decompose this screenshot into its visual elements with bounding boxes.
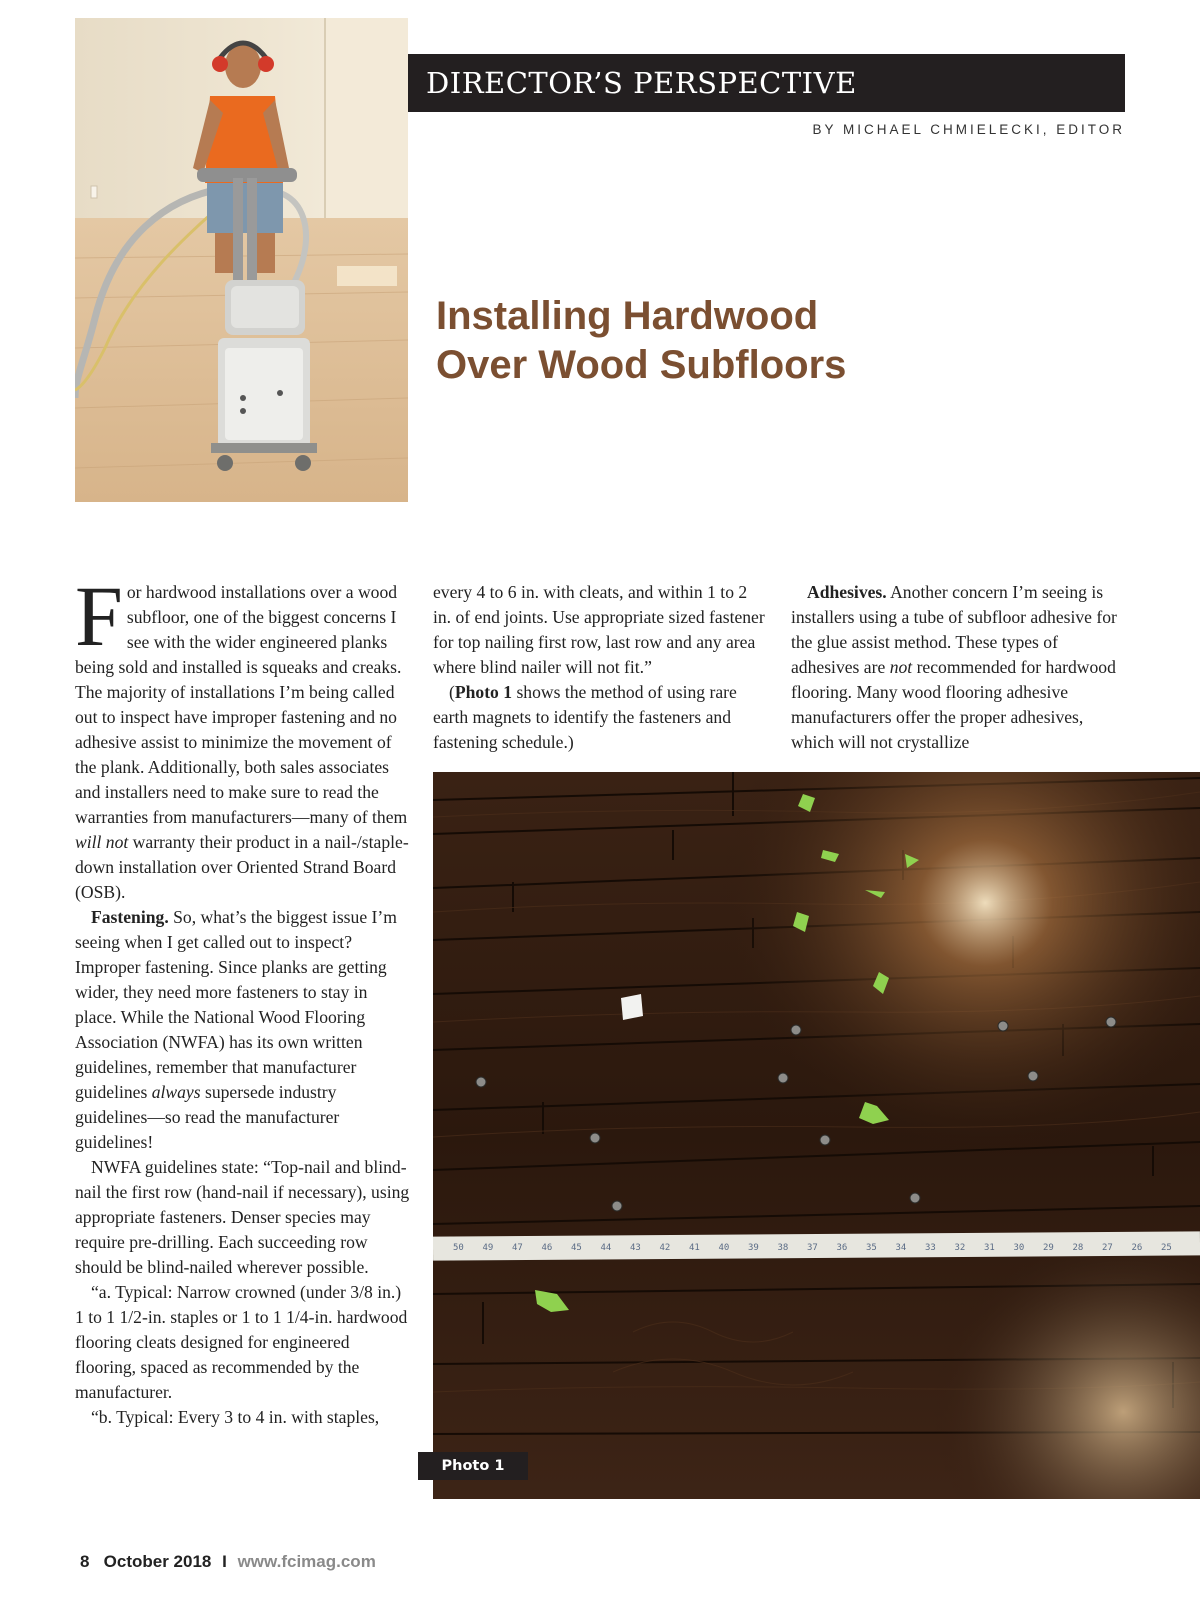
fastening-text-end: supersede industry guidelines—so read the manufacturer guidelines! (75, 1082, 340, 1152)
photo-reference-lead: Photo 1 (454, 682, 513, 702)
adhesives-paragraph (791, 580, 1127, 755)
photo-label: Photo 1 (418, 1452, 528, 1480)
article-column-3 (791, 580, 1127, 755)
adhesives-emphasis: not (889, 657, 913, 677)
photo-reference-open: ( (449, 682, 455, 702)
photo-reference-text: shows the method of using rare earth magnets to identify the fasteners and fastening schedule.) (433, 682, 737, 752)
guideline-b-continued: every 4 to 6 in. with cleats, and within 1 to 2 in. of end joints. Use appropriate sized fastener for top nailing first row, last row and any area where blind nailer will not fit.” (433, 582, 765, 677)
headline-line-2: Over Wood Subfloors (436, 343, 847, 387)
intro-text-end: warranty their product in a nail-/staple-down installation over Oriented Strand Board (OSB). (75, 832, 409, 902)
tape-number: 26 (1131, 1243, 1143, 1253)
tape-number: 28 (1072, 1243, 1084, 1253)
tape-number: 36 (836, 1243, 848, 1253)
sander-photo (75, 18, 408, 502)
fastening-lead: Fastening. (91, 907, 169, 927)
tape-number: 40 (718, 1243, 730, 1253)
adhesives-text: Another concern I’m seeing is installers using a tube of subfloor adhesive for the glue assist method. These types of adhesives are (791, 582, 1117, 677)
tape-number: 29 (1043, 1243, 1054, 1253)
tape-number: 38 (777, 1243, 789, 1253)
sander-photo-illustration (75, 18, 408, 502)
fastening-emphasis: always (151, 1082, 201, 1102)
tape-number: 46 (541, 1243, 553, 1253)
tape-number: 42 (659, 1243, 671, 1253)
drop-cap: F (75, 568, 123, 664)
tape-number: 34 (895, 1243, 907, 1253)
tape-number: 47 (512, 1243, 523, 1253)
headline-line-1: Installing Hardwood (436, 294, 819, 338)
tape-number: 37 (807, 1243, 818, 1253)
tape-number: 50 (453, 1243, 464, 1253)
byline: BY MICHAEL CHMIELECKI, EDITOR (812, 122, 1125, 137)
tape-number: 27 (1102, 1243, 1113, 1253)
fastening-text: So, what’s the biggest issue I’m seeing when I get called out to inspect? Improper fastening. Since planks are getting wider, they need more fasteners to stay in place. While the National Wood Flooring Association (NWFA) has its own written guidelines, remember that manufacturer guidelines (75, 907, 397, 1102)
issue-date: October 2018 (103, 1552, 212, 1571)
tape-number: 35 (866, 1243, 877, 1253)
tape-number: 41 (689, 1243, 700, 1253)
tape-number: 33 (925, 1243, 936, 1253)
intro-paragraph (75, 568, 413, 905)
floor-photo-illustration (433, 772, 1200, 1499)
floor-photo (433, 772, 1200, 1499)
tape-number: 39 (748, 1243, 759, 1253)
nwfa-paragraph: NWFA guidelines state: “Top-nail and blind-nail the first row (hand-nail if necessary), using appropriate fasteners. Denser species may require pre-drilling. Each succeeding row should be blind-nailed wherever possible. (75, 1157, 410, 1277)
tape-number: 31 (984, 1243, 995, 1253)
tape-number: 32 (954, 1243, 966, 1253)
article-column-2 (433, 580, 765, 755)
tape-number: 45 (571, 1243, 582, 1253)
tape-number: 30 (1013, 1243, 1025, 1253)
adhesives-lead: Adhesives. (807, 582, 887, 602)
page-footer (80, 1552, 376, 1572)
tape-number: 49 (482, 1243, 494, 1253)
section-header-band (408, 54, 1125, 112)
fastening-paragraph (75, 905, 413, 1155)
magazine-url: www.fcimag.com (237, 1552, 376, 1571)
page-number: 8 (80, 1552, 90, 1571)
tape-number: 25 (1161, 1243, 1172, 1253)
adhesives-text-end: recommended for hardwood flooring. Many wood flooring adhesive manufacturers offer the proper adhesives, which will not crystallize (791, 657, 1116, 752)
photo-reference-paragraph (433, 680, 765, 755)
tape-number: 43 (630, 1243, 641, 1253)
guideline-b-paragraph: “b. Typical: Every 3 to 4 in. with staples, (91, 1407, 380, 1427)
article-headline (436, 292, 1076, 390)
tape-number: 44 (600, 1243, 612, 1253)
footer-separator: I (222, 1552, 227, 1571)
intro-text: or hardwood installations over a wood subfloor, one of the biggest concerns I see with the wider engineered planks being sold and installed is squeaks and creaks. The majority of installations I’m being called out to inspect have improper fastening and no adhesive assist to minimize the movement of the plank. Additionally, both sales associates and installers need to make sure to read the warranties from manufacturers—many of them (75, 582, 408, 827)
section-title: DIRECTOR’S PERSPECTIVE (426, 66, 857, 100)
guideline-a-paragraph: “a. Typical: Narrow crowned (under 3/8 in.) 1 to 1 1/2-in. staples or 1 to 1 1/4-in. hardwood flooring cleats designed for engineered flooring, spaced as recommended by the manufacturer. (75, 1282, 408, 1402)
intro-emphasis: will not (75, 832, 129, 852)
article-column-1 (75, 568, 413, 1430)
